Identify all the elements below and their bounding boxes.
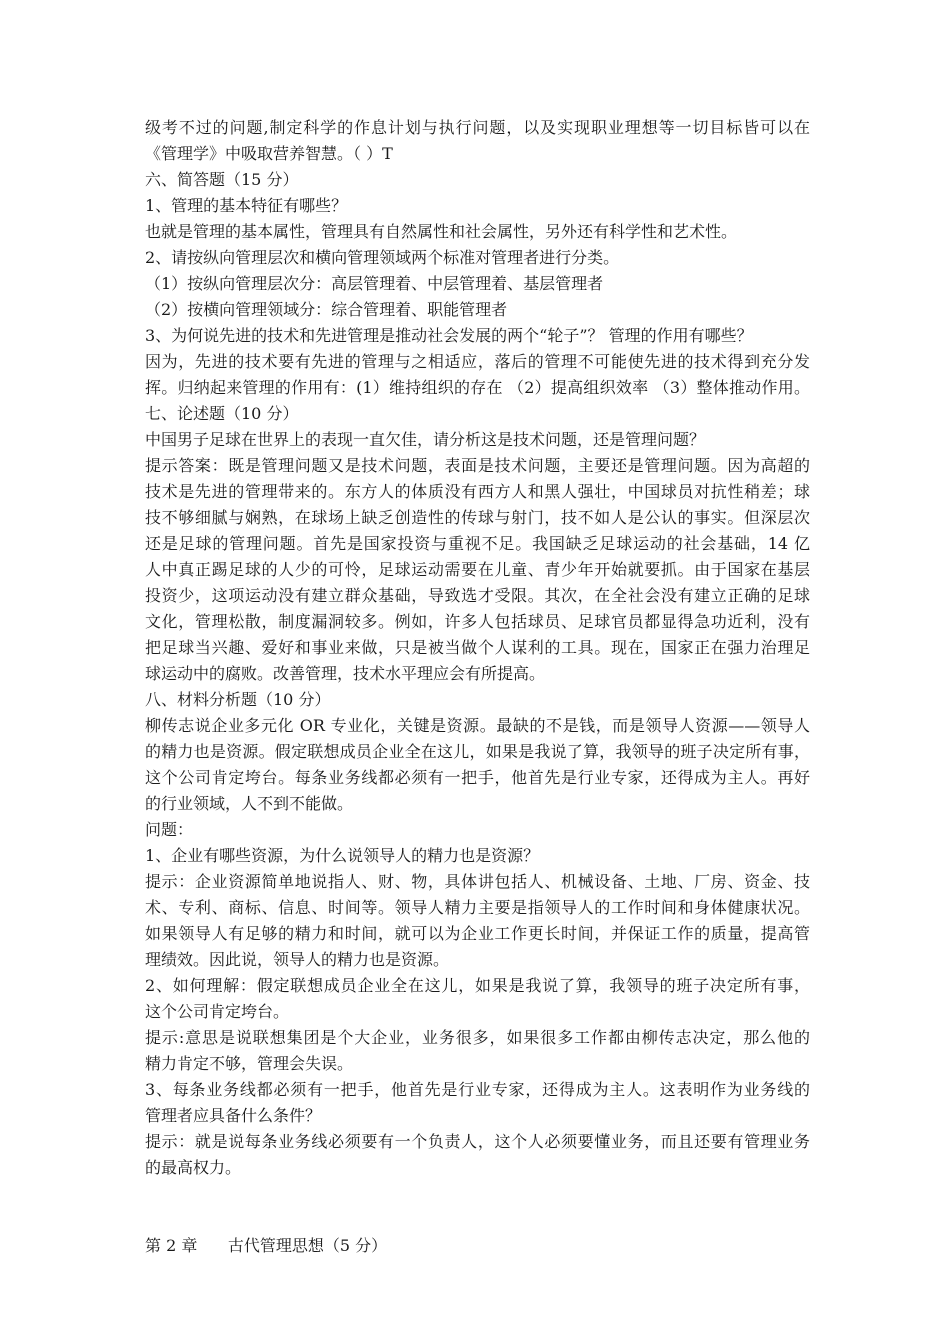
text-line: 如果领导人有足够的精力和时间，就可以为企业工作更长时间，并保证工作的质量，提高管 — [145, 924, 810, 943]
text-line: 1、管理的基本特征有哪些？ — [145, 196, 348, 215]
text-line: 3、为何说先进的技术和先进管理是推动社会发展的两个“轮子”？ 管理的作用有哪些？ — [145, 326, 753, 345]
text-line: 这个公司肯定垮台。每条业务线都必须有一把手，他首先是行业专家，还得成为主人。再好 — [145, 768, 810, 787]
text-line: 3、每条业务线都必须有一把手，他首先是行业专家，还得成为主人。这表明作为业务线的 — [145, 1080, 810, 1099]
text-line: 人中真正踢足球的人少的可怜，足球运动需要在儿童、青少年开始就要抓。由于国家在基层 — [145, 560, 810, 579]
text-line: 挥。归纳起来管理的作用有：(1）维持组织的存在 （2）提高组织效率 （3）整体推动作用。 — [145, 378, 810, 397]
text-line: 的行业领域，人不到不能做。 — [145, 794, 354, 813]
text-line: 管理者应具备什么条件？ — [145, 1106, 322, 1125]
text-line: 因为，先进的技术要有先进的管理与之相适应，落后的管理不可能使先进的技术得到充分发 — [145, 352, 810, 371]
text-line: 问题： — [145, 820, 194, 839]
text-line: 的精力也是资源。假定联想成员企业全在这儿，如果是我说了算，我领导的班子决定所有事， — [145, 742, 810, 761]
text-line: 2、请按纵向管理层次和横向管理领域两个标准对管理者进行分类。 — [145, 248, 620, 267]
text-line: 理绩效。因此说，领导人的精力也是资源。 — [145, 950, 450, 969]
text-line: 技术是先进的管理带来的。东方人的体质没有西方人和黑人强壮，中国球员对抗性稍差；球 — [145, 482, 810, 501]
text-line: 中国男子足球在世界上的表现一直欠佳，请分析这是技术问题，还是管理问题？ — [145, 430, 706, 449]
text-line: 提示答案：既是管理问题又是技术问题，表面是技术问题，主要还是管理问题。因为高超的 — [145, 456, 810, 475]
chapter-heading: 第 2 章 古代管理思想（5 分） — [145, 1236, 388, 1255]
text-line: 提示：就是说每条业务线必须要有一个负责人，这个人必须要懂业务，而且还要有管理业务 — [145, 1132, 810, 1151]
text-line: 七、论述题（10 分） — [145, 404, 299, 423]
text-line: 也就是管理的基本属性，管理具有自然属性和社会属性，另外还有科学性和艺术性。 — [145, 222, 738, 241]
text-line: 提示：企业资源简单地说指人、财、物，具体讲包括人、机械设备、土地、厂房、资金、技 — [145, 872, 810, 891]
text-line: 六、简答题（15 分） — [145, 170, 299, 189]
paragraph-gap — [145, 1181, 810, 1233]
text-line: 技不够细腻与娴熟，在球场上缺乏创造性的传球与射门，技不如人是公认的事实。但深层次 — [145, 508, 810, 527]
text-line: 精力肯定不够，管理会失误。 — [145, 1054, 354, 1073]
text-line: 球运动中的腐败。改善管理，技术水平理应会有所提高。 — [145, 664, 546, 683]
text-line: （2）按横向管理领域分：综合管理着、职能管理者 — [145, 300, 508, 319]
text-line: 的最高权力。 — [145, 1158, 242, 1177]
text-line: 术、专利、商标、信息、时间等。领导人精力主要是指领导人的工作时间和身体健康状况。 — [145, 898, 810, 917]
document-page — [145, 115, 810, 1259]
text-line: （1）按纵向管理层次分：高层管理着、中层管理着、基层管理者 — [145, 274, 604, 293]
text-line: 把足球当兴趣、爱好和事业来做，只是被当做个人谋利的工具。现在，国家正在强力治理足 — [145, 638, 810, 657]
text-line: 2、如何理解：假定联想成员企业全在这儿，如果是我说了算，我领导的班子决定所有事， — [145, 976, 810, 995]
text-line: 1、企业有哪些资源，为什么说领导人的精力也是资源？ — [145, 846, 540, 865]
text-line: 提示:意思是说联想集团是个大企业，业务很多，如果很多工作都由柳传志决定，那么他的 — [145, 1028, 810, 1047]
document-body — [145, 115, 810, 1181]
text-line: 《管理学》中吸取营养智慧。（ ）T — [145, 144, 393, 163]
text-line: 这个公司肯定垮台。 — [145, 1002, 290, 1021]
text-line: 投资少，这项运动没有建立群众基础，导致选才受限。其次，在全社会没有建立正确的足球 — [145, 586, 810, 605]
text-line: 文化，管理松散，制度漏洞较多。例如，许多人包括球员、足球官员都显得急功近利，没有 — [145, 612, 810, 631]
text-line: 还是足球的管理问题。首先是国家投资与重视不足。我国缺乏足球运动的社会基础，14 亿 — [145, 534, 810, 553]
text-line: 八、材料分析题（10 分） — [145, 690, 331, 709]
text-line: 级考不过的问题,制定科学的作息计划与执行问题，以及实现职业理想等一切目标皆可以在 — [145, 118, 810, 137]
text-line: 柳传志说企业多元化 OR 专业化，关键是资源。最缺的不是钱，而是领导人资源——领导人 — [145, 716, 810, 735]
